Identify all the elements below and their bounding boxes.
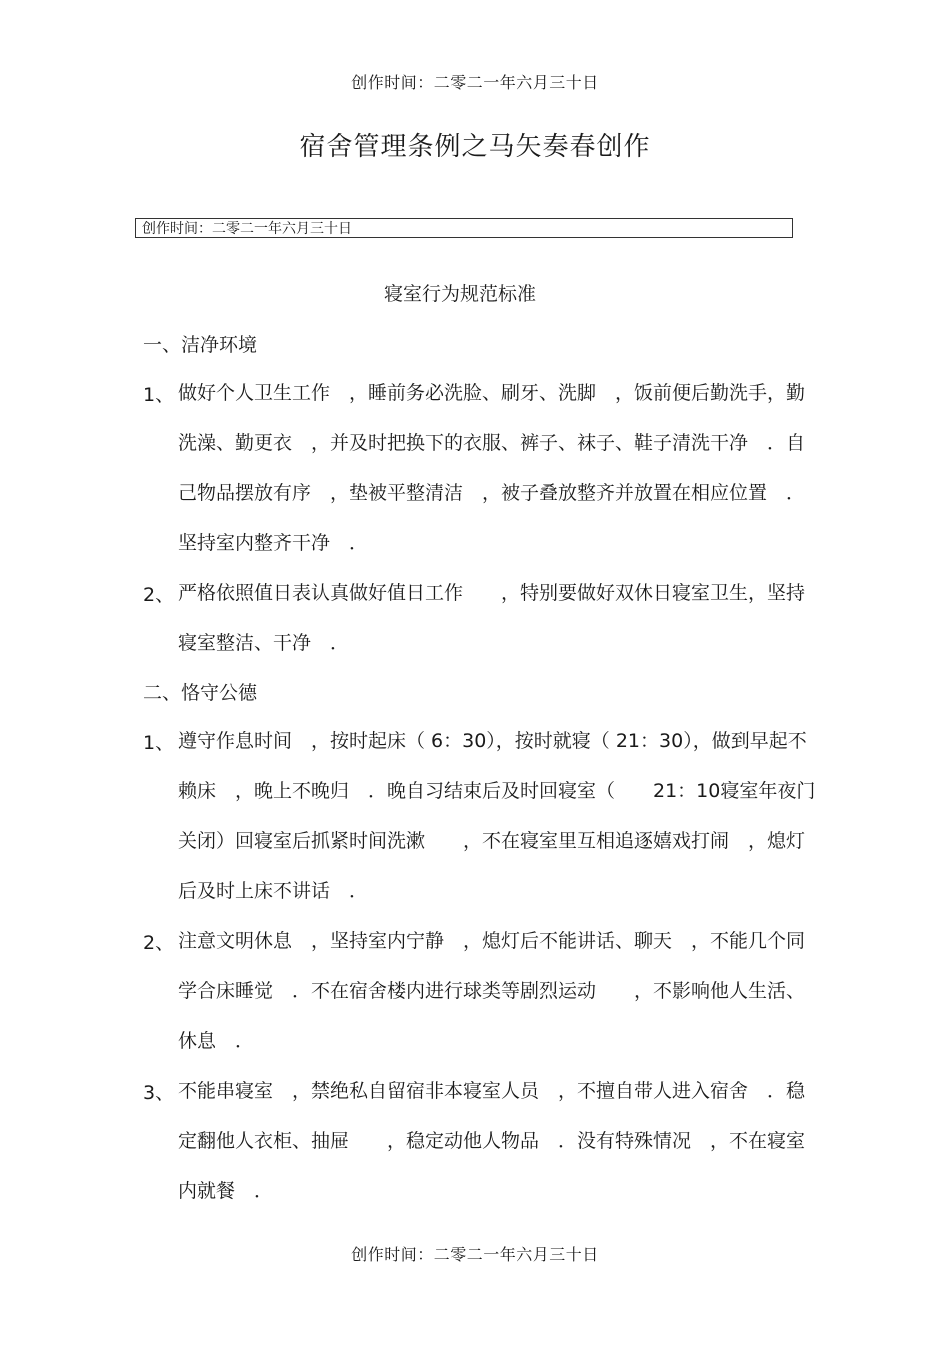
- page-header: 创作时间：二零二一年六月三十日: [351, 73, 599, 92]
- rule-number: 2、: [143, 584, 175, 606]
- document-title: 宿舍管理条例之马矢奏春创作: [299, 132, 651, 162]
- rule-number: 2、: [143, 932, 175, 954]
- section-subtitle: 寝室行为规范标准: [383, 283, 536, 305]
- rule-text: 做好个人卫生工作 ，睡前务必洗脸、刷牙、洗脚 ，饭前便后勤洗手，勤洗澡、勤更衣 ，并及时把换下的衣服、裤子、袜子、鞋子清洗干净 ．自己物品摆放有序 ，垫被平整清洁 ，被子叠放整齐并放置在相应位置 ．坚持室内整齐干净 ．: [178, 382, 806, 554]
- rule-item: [143, 580, 823, 670]
- rule-item: [143, 928, 823, 1068]
- rule-text: 严格依照值日表认真做好值日工作 ，特别要做好双休日寝室卫生，坚持寝室整洁、干净 ．: [178, 582, 806, 654]
- rule-number: 3、: [143, 1082, 175, 1104]
- rule-text: 不能串寝室 ，禁绝私自留宿非本寝室人员 ，不擅自带人进入宿舍 ．稳定翻他人衣柜、抽屉 ，稳定动他人物品 ．没有特殊情况 ，不在寝室内就餐 ．: [178, 1080, 806, 1202]
- section-heading-clean-environment: 一、洁净环境: [143, 334, 258, 356]
- rule-number: 1、: [143, 384, 175, 406]
- section-heading-public-morality: 二、恪守公德: [143, 682, 258, 704]
- rule-item: [143, 728, 823, 918]
- rule-item: [143, 380, 823, 570]
- rule-number: 1、: [143, 732, 175, 754]
- page-footer: 创作时间：二零二一年六月三十日: [351, 1245, 599, 1264]
- rule-item: [143, 1078, 823, 1218]
- creation-date-box: 创作时间：二零二一年六月三十日: [135, 218, 793, 238]
- rule-text: 注意文明休息 ，坚持室内宁静 ，熄灯后不能讲话、聊天 ，不能几个同学合床睡觉 ．不在宿舍楼内进行球类等剧烈运动 ，不影响他人生活、休息 ．: [178, 930, 806, 1052]
- rule-text: 遵守作息时间 ，按时起床（ 6：30），按时就寝（ 21：30），做到早起不赖床 ，晚上不晚归 ．晚自习结束后及时回寝室（ 21：10寝室年夜门关闭）回寝室后抓紧时间洗漱 ，不在寝室里互相追逐嬉戏打闹 ，熄灯后及时上床不讲话 ．: [178, 730, 816, 902]
